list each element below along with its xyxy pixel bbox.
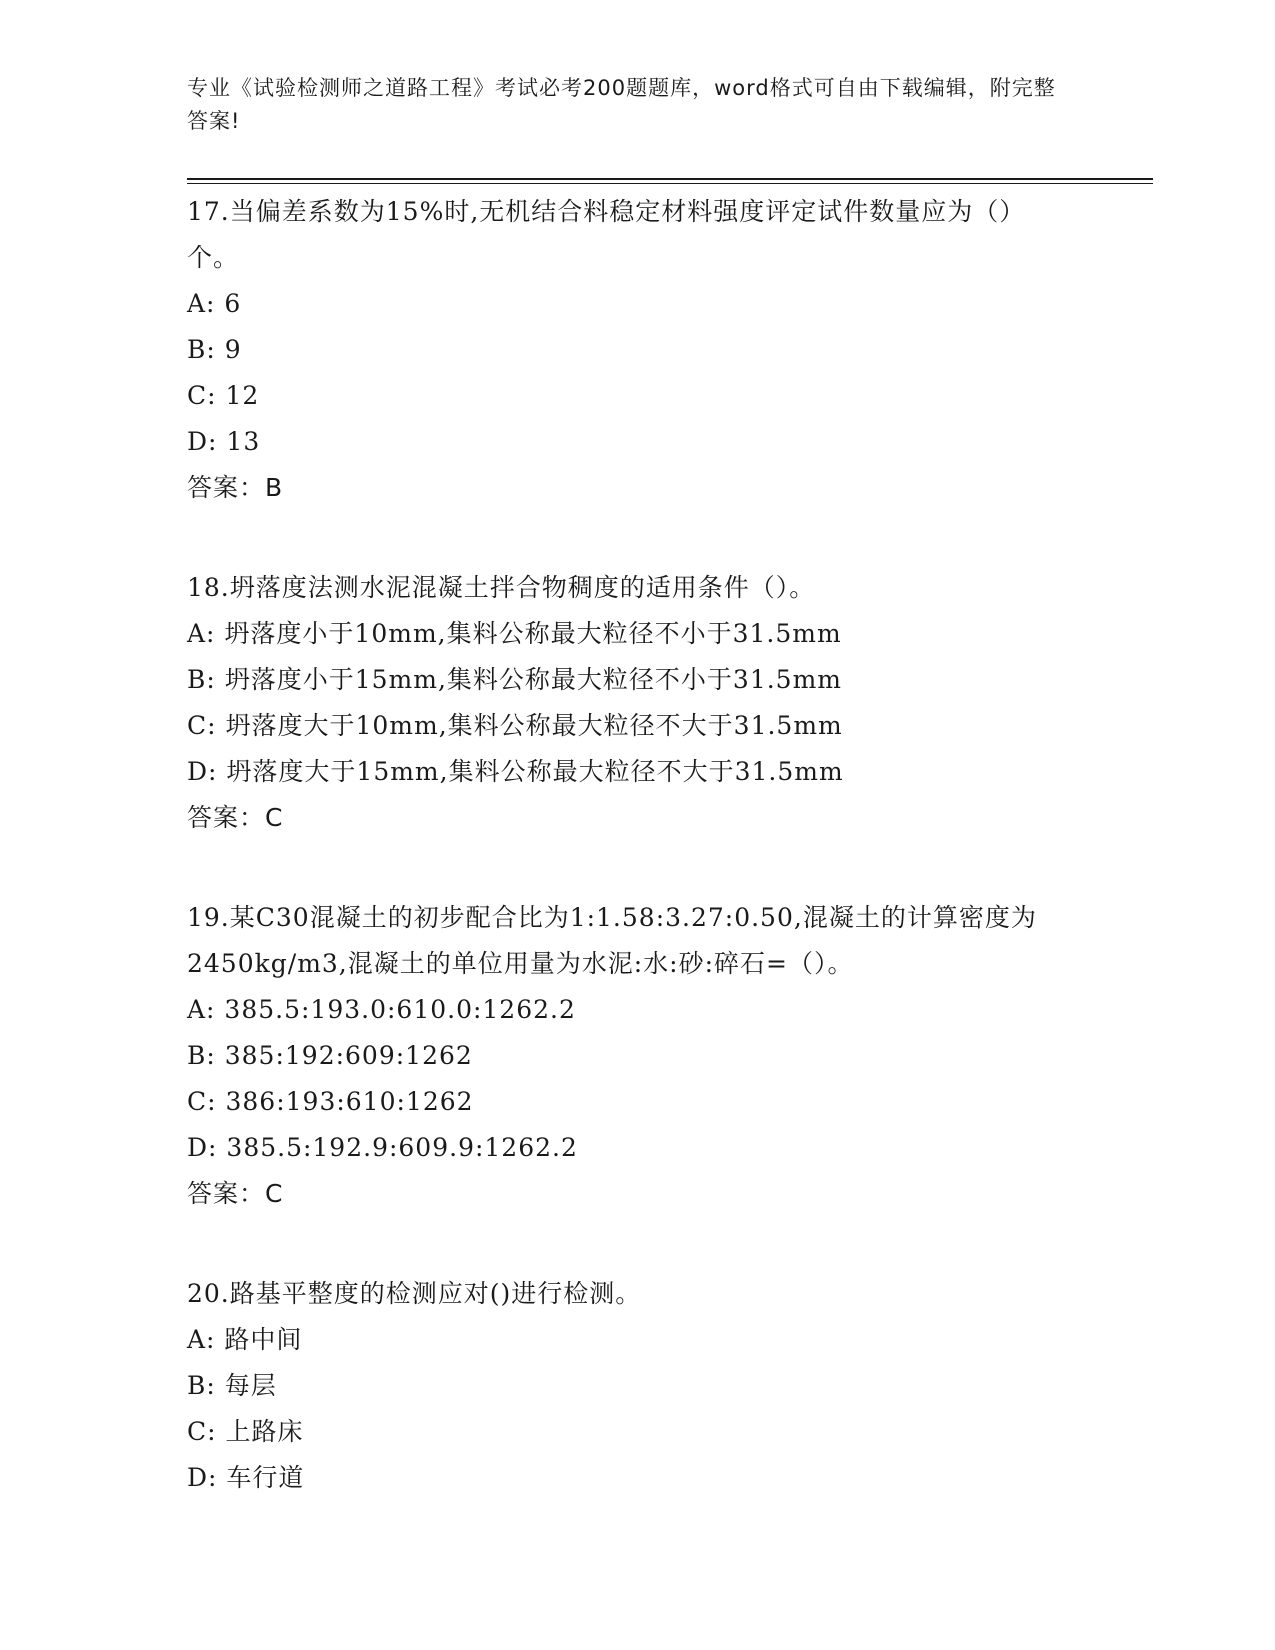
option-a: A: 坍落度小于10mm,集料公称最大粒径不小于31.5mm	[187, 619, 842, 648]
question-stem: 20.路基平整度的检测应对()进行检测。	[187, 1279, 642, 1308]
option-c: C: 上路床	[187, 1417, 304, 1446]
question-stem: 19.某C30混凝土的初步配合比为1:1.58:3.27:0.50,混凝土的计算密度为2450kg/m3,混凝土的单位用量为水泥:水:砂:碎石=（）。	[187, 903, 1037, 978]
option-a: A: 6	[187, 289, 242, 318]
answer-line: 答案：C	[187, 1179, 284, 1208]
answer-line: 答案：C	[187, 803, 284, 832]
option-b: B: 9	[187, 335, 242, 364]
header-text: 专业《试验检测师之道路工程》考试必考200题题库，word格式可自由下载编辑，附完整答案!	[187, 76, 1056, 133]
option-d: D: 13	[187, 427, 261, 456]
option-b: B: 坍落度小于15mm,集料公称最大粒径不小于31.5mm	[187, 665, 842, 694]
option-b: B: 每层	[187, 1371, 277, 1400]
question-17	[187, 188, 1077, 511]
header-divider-thin	[187, 183, 1153, 184]
option-b: B: 385:192:609:1262	[187, 1041, 473, 1070]
question-19	[187, 894, 1077, 1217]
document-header	[187, 72, 1067, 138]
header-divider	[187, 178, 1153, 180]
question-stem: 17.当偏差系数为15%时,无机结合料稳定材料强度评定试件数量应为（）个。	[187, 197, 1026, 272]
option-d: D: 车行道	[187, 1463, 305, 1492]
answer-line: 答案：B	[187, 473, 284, 502]
option-d: D: 385.5:192.9:609.9:1262.2	[187, 1133, 578, 1162]
option-a: A: 385.5:193.0:610.0:1262.2	[187, 995, 576, 1024]
option-c: C: 坍落度大于10mm,集料公称最大粒径不大于31.5mm	[187, 711, 843, 740]
question-18	[187, 564, 1077, 841]
question-list	[187, 188, 1077, 1554]
question-stem: 18.坍落度法测水泥混凝土拌合物稠度的适用条件（）。	[187, 573, 816, 602]
question-20	[187, 1270, 1077, 1501]
option-c: C: 12	[187, 381, 260, 410]
option-d: D: 坍落度大于15mm,集料公称最大粒径不大于31.5mm	[187, 757, 844, 786]
option-a: A: 路中间	[187, 1325, 303, 1354]
option-c: C: 386:193:610:1262	[187, 1087, 474, 1116]
